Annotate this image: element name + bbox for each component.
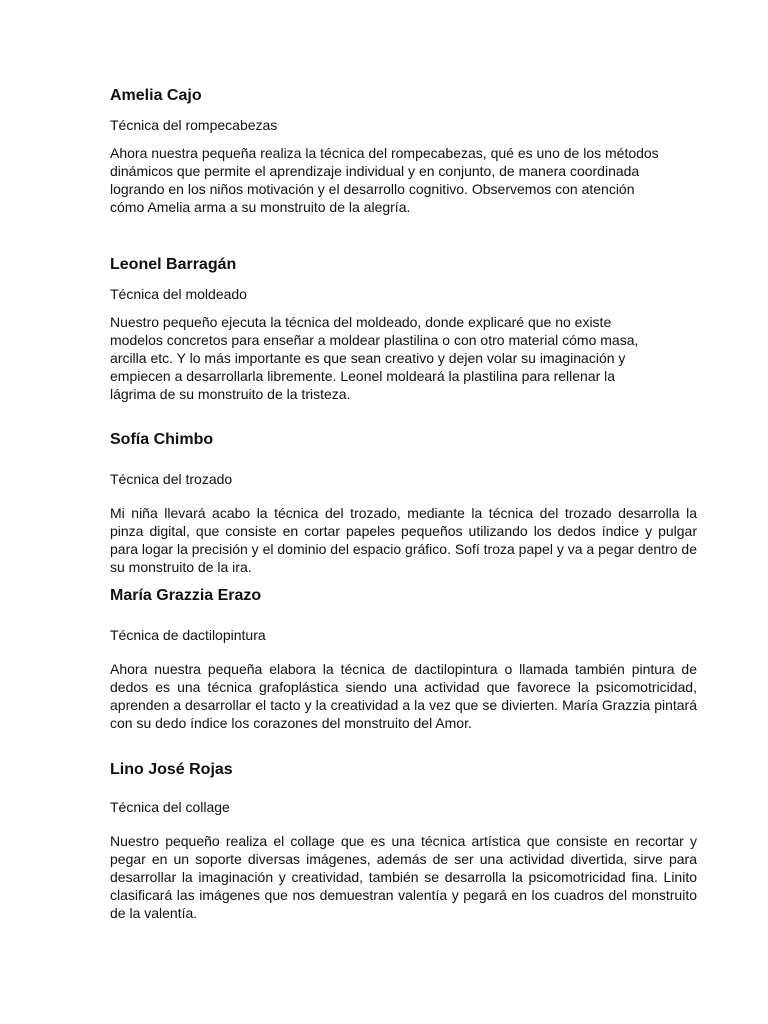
student-name: Leonel Barragán	[110, 256, 237, 273]
technique-description: Nuestro pequeño ejecuta la técnica del moldeado, donde explicaré que no existe modelos concretos para enseñar a moldear plastilina o con otro material cómo masa, arcilla etc. Y lo más importante es que sean creativo y dejen volar su imaginación y empiecen a desarrollarla libremente. Leonel moldeará la plastilina para rellenar la lágrima de su monstruito de la tristeza.	[110, 314, 639, 402]
section-sofia-chimbo	[110, 430, 697, 576]
technique-description: Ahora nuestra pequeña realiza la técnica del rompecabezas, qué es uno de los métodos dinámicos que permite el aprendizaje individual y en conjunto, de manera coordinada logrando en los niños motivación y el desarrollo cognitivo. Observemos con atención cómo Amelia arma a su monstruito de la alegría.	[110, 145, 659, 215]
student-name: María Grazzia Erazo	[110, 587, 262, 604]
section-maria-grazzia-erazo	[110, 586, 697, 732]
student-name: Lino José Rojas	[110, 761, 233, 778]
section-lino-jose-rojas	[110, 760, 697, 922]
technique-title: Técnica del rompecabezas	[110, 117, 278, 133]
section-amelia-cajo	[110, 86, 697, 216]
technique-description: Mi niña llevará acabo la técnica del trozado, mediante la técnica del trozado desarrolla la pinza digital, que consiste en cortar papeles pequeños utilizando los dedos índice y pulgar para logar la precisión y el dominio del espacio gráfico. Sofí troza papel y va a pegar dentro de su monstruito de la ira.	[110, 505, 697, 575]
student-name: Sofía Chimbo	[110, 431, 214, 448]
section-leonel-barragan	[110, 255, 697, 403]
technique-title: Técnica del collage	[110, 799, 230, 815]
technique-title: Técnica del moldeado	[110, 286, 247, 302]
technique-title: Técnica del trozado	[110, 471, 233, 487]
technique-description: Nuestro pequeño realiza el collage que es una técnica artística que consiste en recortar y pegar en un soporte diversas imágenes, además de ser una actividad divertida, sirve para desarrollar la imaginación y creatividad, también se desarrolla la psicomotricidad fina. Linito clasificará las imágenes que nos demuestran valentía y pegará en los cuadros del monstruito de la valentía.	[110, 833, 697, 921]
technique-description: Ahora nuestra pequeña elabora la técnica de dactilopintura o llamada también pintura de dedos es una técnica grafoplástica siendo una actividad que favorece la psicomotricidad, aprenden a desarrollar el tacto y la creatividad a la vez que se divierten. María Grazzia pintará con su dedo índice los corazones del monstruito del Amor.	[110, 661, 697, 731]
student-name: Amelia Cajo	[110, 87, 202, 104]
technique-title: Técnica de dactilopintura	[110, 627, 266, 643]
